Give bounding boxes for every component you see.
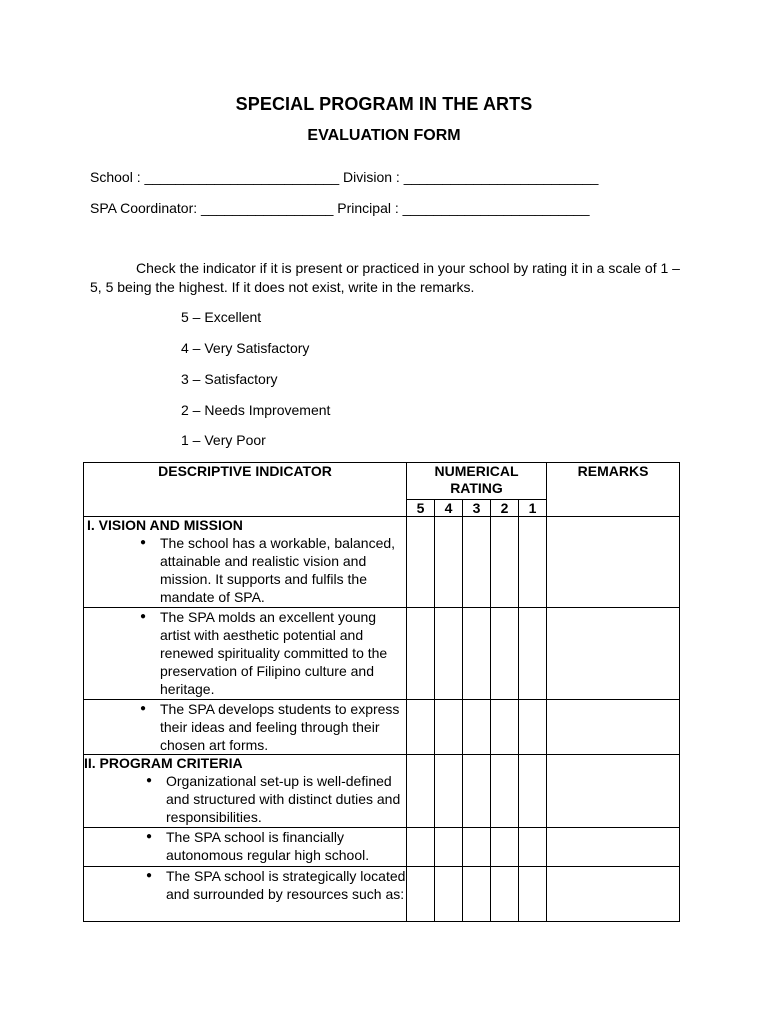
document-title: SPECIAL PROGRAM IN THE ARTS: [235, 94, 533, 114]
indicator-cell: [84, 517, 407, 608]
rating-header-5: 5: [407, 500, 435, 517]
scale-item-4: 4 – Very Satisfactory: [181, 340, 310, 356]
remarks-cell[interactable]: [547, 755, 680, 828]
table-row: [84, 700, 680, 755]
rating-cell-4[interactable]: [435, 828, 463, 867]
bullet-icon: ●: [145, 831, 152, 842]
list-item: [84, 867, 406, 903]
rating-cell-2[interactable]: [491, 608, 519, 700]
indicator-cell: [84, 700, 407, 755]
rating-cell-4[interactable]: [435, 755, 463, 828]
rating-cell-5[interactable]: [407, 700, 435, 755]
school-division-line: School : _________________________ Division : _________________________: [90, 169, 599, 185]
rating-header-1: 1: [519, 500, 547, 517]
rating-cell-3[interactable]: [463, 517, 491, 608]
indicator-text: The SPA school is strategically located and surrounded by resources such as:: [166, 868, 406, 902]
rating-cell-1[interactable]: [519, 517, 547, 608]
rating-cell-2[interactable]: [491, 867, 519, 922]
remarks-cell[interactable]: [547, 828, 680, 867]
instructions-text: Check the indicator if it is present or practiced in your school by rating it in a scale of 1 – 5, 5 being the highest. If it does not exist, write in the remarks.: [90, 260, 680, 295]
instructions-paragraph: [90, 259, 680, 297]
indicator-text: The SPA school is financially autonomous regular high school.: [166, 829, 370, 863]
rating-cell-3[interactable]: [463, 867, 491, 922]
rating-cell-4[interactable]: [435, 700, 463, 755]
bullet-icon: ●: [145, 870, 152, 881]
rating-header-3: 3: [463, 500, 491, 517]
remarks-cell[interactable]: [547, 700, 680, 755]
indicator-text: The SPA develops students to express their ideas and feeling through their chosen art forms.: [160, 701, 400, 753]
scale-item-1: 1 – Very Poor: [181, 432, 266, 448]
indicator-cell: [84, 867, 407, 922]
rating-cell-1[interactable]: [519, 828, 547, 867]
table-row: [84, 608, 680, 700]
header-remarks: REMARKS: [547, 463, 680, 517]
rating-cell-3[interactable]: [463, 828, 491, 867]
section-title-vision-mission: I. VISION AND MISSION: [87, 517, 243, 533]
list-item: [84, 534, 406, 606]
rating-cell-1[interactable]: [519, 700, 547, 755]
rating-cell-1[interactable]: [519, 608, 547, 700]
rating-cell-3[interactable]: [463, 700, 491, 755]
indicator-cell: [84, 608, 407, 700]
bullet-icon: ●: [139, 703, 146, 714]
table-row: [84, 867, 680, 922]
table-row: [84, 755, 680, 828]
scale-item-5: 5 – Excellent: [181, 309, 262, 325]
rating-cell-1[interactable]: [519, 755, 547, 828]
document-subtitle: EVALUATION FORM: [307, 127, 461, 144]
list-item: [84, 700, 406, 754]
rating-cell-5[interactable]: [407, 608, 435, 700]
indicator-text: The SPA molds an excellent young artist with aesthetic potential and renewed spirituality committed to the preservation of Filipino culture and heritage.: [160, 609, 388, 697]
bullet-icon: ●: [145, 775, 152, 786]
rating-cell-2[interactable]: [491, 700, 519, 755]
rating-cell-2[interactable]: [491, 828, 519, 867]
rating-cell-4[interactable]: [435, 517, 463, 608]
list-item: [84, 828, 406, 864]
scale-item-3: 3 – Satisfactory: [181, 371, 278, 387]
rating-cell-3[interactable]: [463, 608, 491, 700]
table-row: [84, 828, 680, 867]
rating-cell-5[interactable]: [407, 755, 435, 828]
rating-cell-5[interactable]: [407, 517, 435, 608]
bullet-icon: ●: [139, 611, 146, 622]
bullet-icon: ●: [139, 537, 146, 548]
rating-cell-4[interactable]: [435, 608, 463, 700]
evaluation-table: [83, 462, 680, 922]
remarks-cell[interactable]: [547, 517, 680, 608]
table-row: [84, 517, 680, 608]
rating-cell-4[interactable]: [435, 867, 463, 922]
indicator-text: The school has a workable, balanced, attainable and realistic vision and mission. It supports and fulfils the mandate of SPA.: [160, 535, 396, 605]
indicator-cell: [84, 828, 407, 867]
rating-cell-3[interactable]: [463, 755, 491, 828]
coordinator-principal-line: SPA Coordinator: _________________ Principal : ________________________: [90, 200, 590, 216]
indicator-cell: [84, 755, 407, 828]
scale-item-2: 2 – Needs Improvement: [181, 402, 331, 418]
rating-cell-5[interactable]: [407, 828, 435, 867]
remarks-cell[interactable]: [547, 867, 680, 922]
rating-cell-2[interactable]: [491, 517, 519, 608]
list-item: [84, 772, 406, 826]
rating-cell-5[interactable]: [407, 867, 435, 922]
rating-header-2: 2: [491, 500, 519, 517]
rating-cell-2[interactable]: [491, 755, 519, 828]
header-numerical-rating: NUMERICAL RATING: [407, 463, 547, 500]
section-title-program-criteria: II. PROGRAM CRITERIA: [84, 755, 243, 771]
rating-cell-1[interactable]: [519, 867, 547, 922]
rating-header-4: 4: [435, 500, 463, 517]
list-item: [84, 608, 406, 698]
header-descriptive-indicator: DESCRIPTIVE INDICATOR: [84, 463, 407, 517]
remarks-cell[interactable]: [547, 608, 680, 700]
indicator-text: Organizational set-up is well-defined and structured with distinct duties and responsibilities.: [166, 773, 401, 825]
